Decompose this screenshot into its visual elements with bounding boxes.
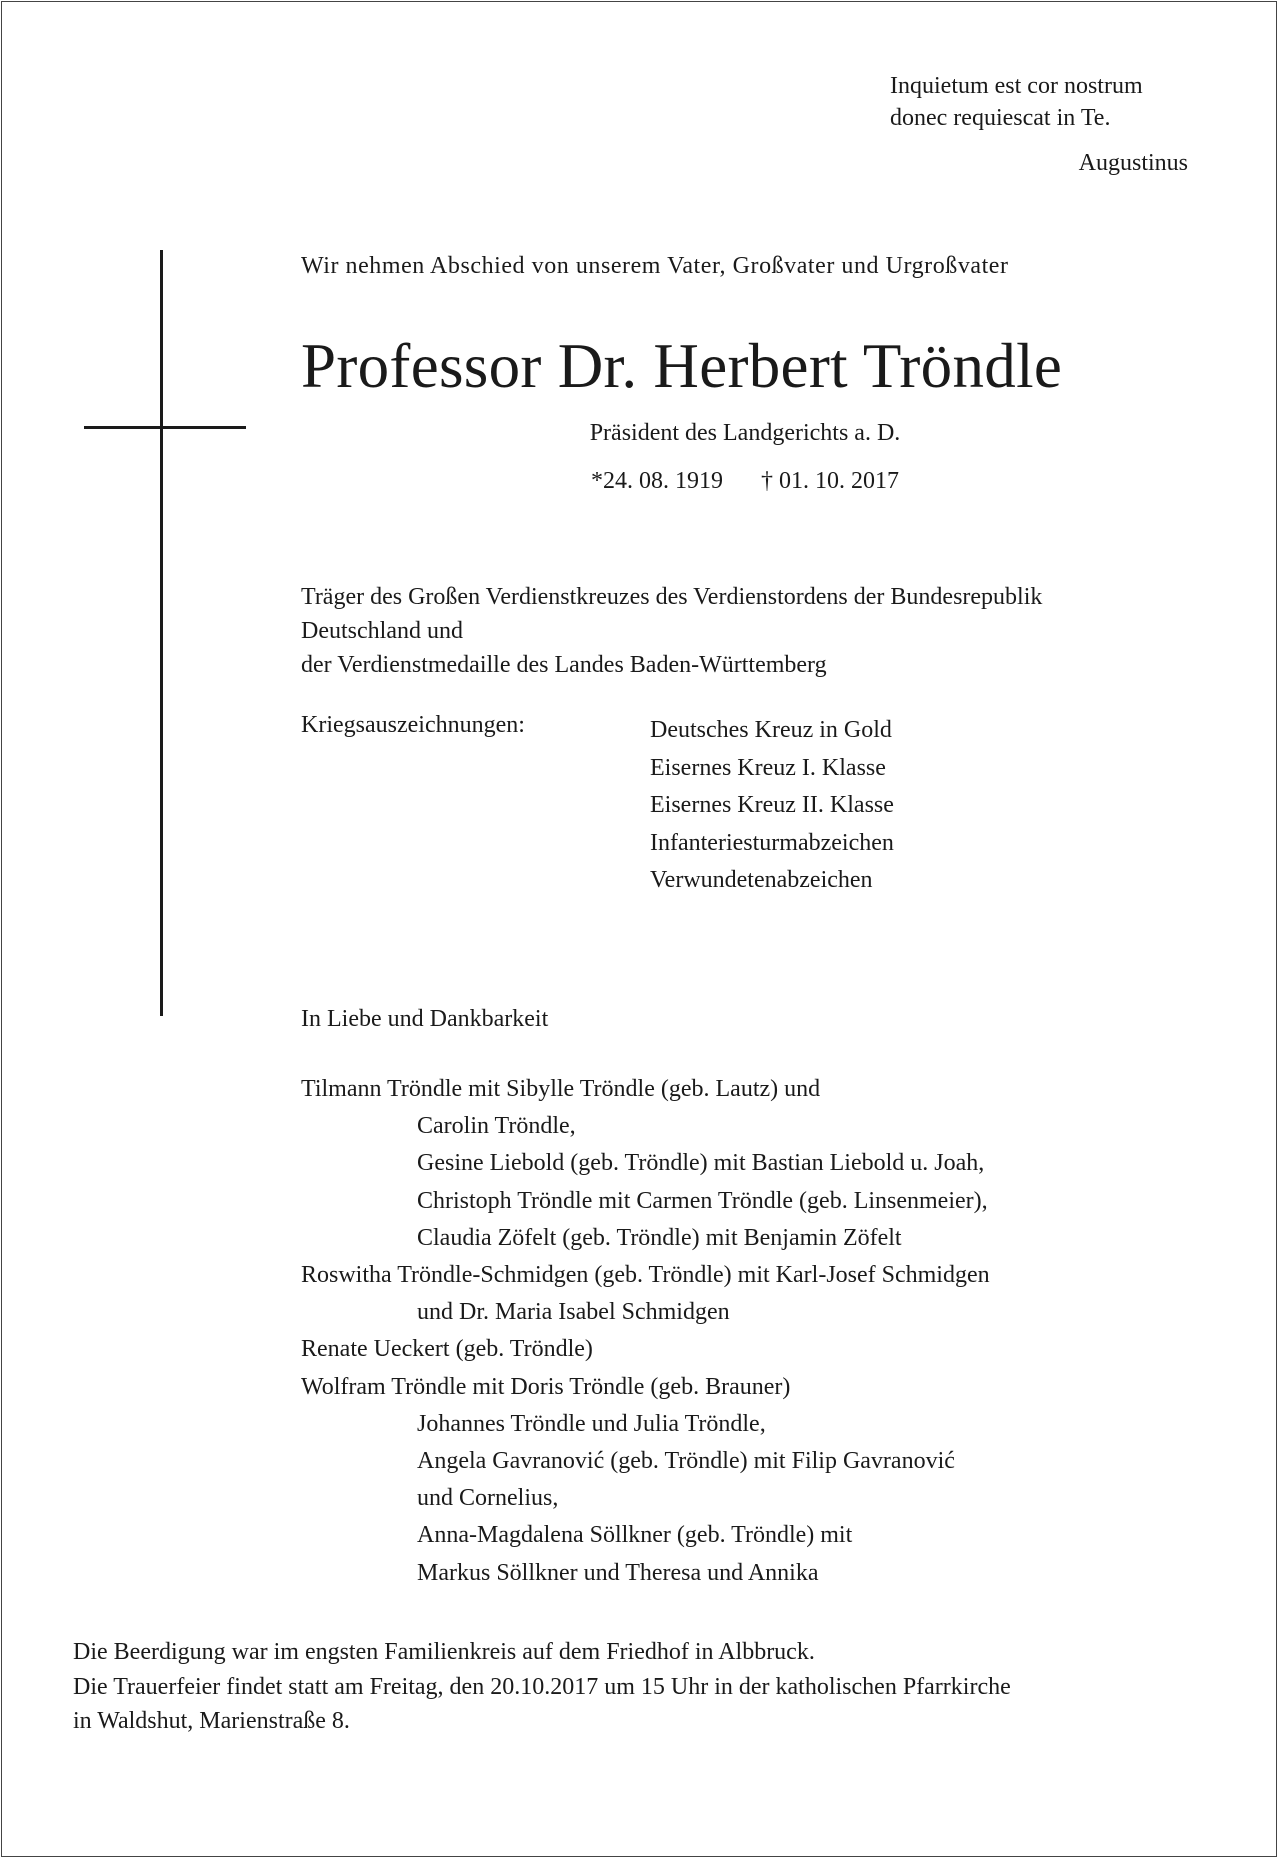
family-line: Christoph Tröndle mit Carmen Tröndle (geb. Linsenmeier), [417, 1187, 988, 1214]
war-decorations-label: Kriegsauszeichnungen: [301, 712, 525, 738]
quote-author: Augustinus [1078, 150, 1188, 176]
cross-icon-horizontal [84, 426, 246, 429]
farewell-intro: Wir nehmen Abschied von unserem Vater, Großvater und Urgroßvater [301, 253, 1009, 279]
funeral-info-line: Die Beerdigung war im engsten Familienkreis auf dem Friedhof in Albbruck. [73, 1639, 815, 1665]
quote-line-2: donec requiescat in Te. [890, 105, 1111, 131]
war-decorations-list [650, 712, 894, 900]
family-line: Claudia Zöfelt (geb. Tröndle) mit Benjamin Zöfelt [417, 1224, 902, 1251]
family-line: und Dr. Maria Isabel Schmidgen [417, 1299, 730, 1326]
family-line: Angela Gavranović (geb. Tröndle) mit Filip Gavranović [417, 1448, 955, 1475]
decoration-item: Eisernes Kreuz II. Klasse [650, 792, 894, 818]
family-line: Anna-Magdalena Söllkner (geb. Tröndle) mit [417, 1522, 853, 1549]
family-line: Wolfram Tröndle mit Doris Tröndle (geb. Brauner) [301, 1373, 791, 1400]
death-date: † 01. 10. 2017 [761, 468, 899, 494]
honors-line: Träger des Großen Verdienstkreuzes des Verdienstordens der Bundesrepublik [301, 584, 1043, 610]
family-line: Gesine Liebold (geb. Tröndle) mit Bastian Liebold u. Joah, [417, 1150, 985, 1177]
family-list [301, 1071, 990, 1592]
decoration-item: Deutsches Kreuz in Gold [650, 717, 892, 743]
family-line: Markus Söllkner und Theresa und Annika [417, 1559, 819, 1586]
life-dates [301, 468, 1189, 495]
decoration-item: Verwundetenabzeichen [650, 867, 873, 893]
epigraph-quote [890, 70, 1143, 134]
family-line: Carolin Tröndle, [417, 1113, 576, 1140]
deceased-name: Professor Dr. Herbert Tröndle [301, 331, 1063, 401]
closing-phrase: In Liebe und Dankbarkeit [301, 1006, 549, 1032]
family-line: Johannes Tröndle und Julia Tröndle, [417, 1410, 766, 1437]
family-line: Roswitha Tröndle-Schmidgen (geb. Tröndle) mit Karl-Josef Schmidgen [301, 1262, 990, 1289]
family-line: und Cornelius, [417, 1485, 559, 1512]
funeral-info-line: Die Trauerfeier findet statt am Freitag, den 20.10.2017 um 15 Uhr in der katholischen Pfarrkirche [73, 1673, 1011, 1700]
decoration-item: Eisernes Kreuz I. Klasse [650, 754, 886, 781]
funeral-info [73, 1635, 1011, 1739]
family-line: Tilmann Tröndle mit Sibylle Tröndle (geb. Lautz) und [301, 1076, 821, 1102]
honors-line: Deutschland und [301, 618, 463, 644]
honors-line: der Verdienstmedaille des Landes Baden-Württemberg [301, 652, 827, 678]
funeral-info-line: in Waldshut, Marienstraße 8. [73, 1708, 350, 1734]
deceased-title: Präsident des Landgerichts a. D. [589, 420, 901, 446]
quote-line-1: Inquietum est cor nostrum [890, 73, 1143, 99]
family-line: Renate Ueckert (geb. Tröndle) [301, 1336, 593, 1363]
cross-icon-vertical [160, 250, 163, 1016]
decoration-item: Infanteriesturmabzeichen [650, 829, 894, 856]
birth-date: *24. 08. 1919 [591, 468, 723, 494]
honors-block [301, 580, 1042, 682]
